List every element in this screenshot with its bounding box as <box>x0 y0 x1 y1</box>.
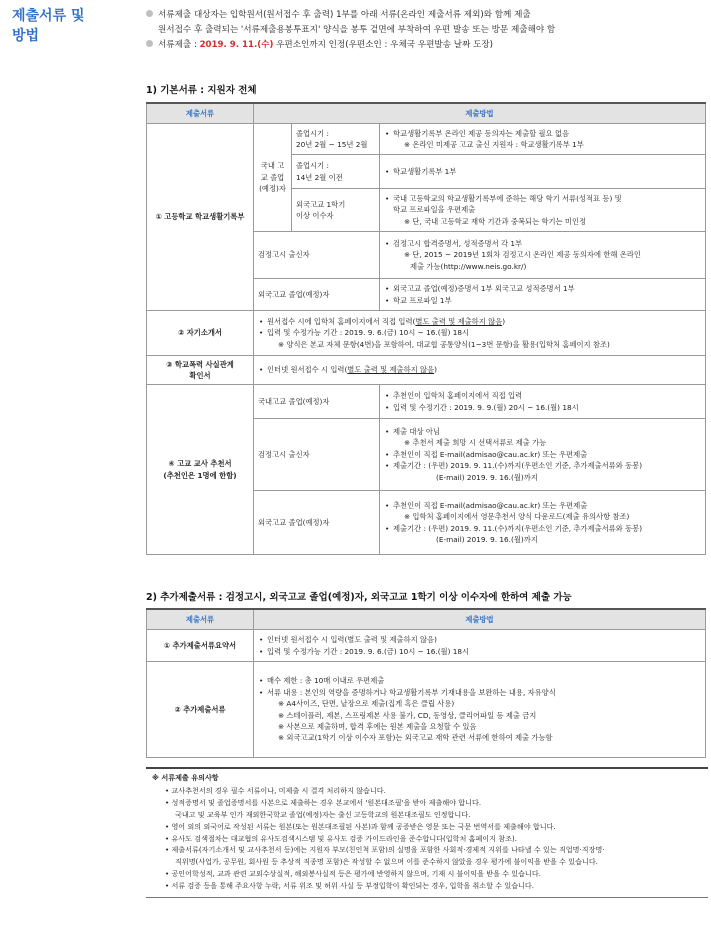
method-cell: • 학교생활기록부 1부 <box>380 155 706 189</box>
col-header-method: 제출방법 <box>254 609 706 630</box>
intro-line-2: 원서접수 후 출력되는 '서류제출용봉투표지' 양식을 봉투 겉면에 부착하여 우편 발송 또는 방문 제출해야 함 <box>158 25 556 35</box>
note-item-cont: 국내고 및 교육부 인가 재외한국학교 졸업(예정)자는 출신 고등학교의 원본대조필도 인정합니다. <box>175 809 471 819</box>
additional-documents-table <box>146 608 706 758</box>
period-cell: 졸업시기 : 20년 2월 ~ 15년 2월 <box>292 124 380 155</box>
method-cell: • 제출 대상 아님 ※ 추천서 제출 희망 시 선택서류로 제출 가능 • 추천인이 직접 E-mail(admisao@cau.ac.kr) 또는 우편제출 • 제출기간 : (우편) 2019. 9. 11.(수)까지(우편소인 기준, 추가제출서류와 동봉) (E-mail) 2019. 9. 16.(월)까지 <box>380 419 706 491</box>
col-header-method: 제출방법 <box>254 103 706 124</box>
note-item: • 영어 외의 외국어로 작성된 서류는 원본(또는 원본대조필된 사본)과 함께 공증받은 영문 또는 국문 번역서를 제출해야 합니다. <box>165 821 556 831</box>
method-cell: • 외국고교 졸업(예정)증명서 1부 외국고교 성적증명서 1부 • 학교 프로파일 1부 <box>380 279 706 311</box>
method-cell: • 국내 고등학교의 학교생활기록부에 준하는 해당 학기 서류(성적표 등) 및 학교 프로파일을 우편제출 ※ 단, 국내 고등학교 재학 기간과 중복되는 학기는 미인정 <box>380 189 706 232</box>
intro-line-1: 서류제출 대상자는 입학원서(원서접수 후 출력) 1부를 아래 서류(온라인 제출서류 제외)와 함께 제출 <box>146 8 706 23</box>
row-label-additional: ② 추가제출서류 <box>147 662 254 758</box>
period-cell: 졸업시기 : 14년 2월 이전 <box>292 155 380 189</box>
note-item: • 교사추천서의 경우 필수 서류이나, 미제출 시 결격 처리하지 않습니다. <box>165 785 386 795</box>
method-cell: • 검정고시 합격증명서, 성적증명서 각 1부 ※ 단, 2015 ~ 2019년 1회차 검정고시 온라인 제공 동의자에 한해 온라인 제출 가능(http://www.neis.go.kr/) <box>380 232 706 279</box>
basic-documents-table <box>146 102 706 555</box>
intro-line-3: 서류제출 : 2019. 9. 11.(수) 우편소인까지 인정(우편소인 : 우체국 우편발송 날짜 도장) <box>146 38 706 53</box>
foreign-label: 외국고교 졸업(예정)자 <box>254 491 380 555</box>
note-item: • 성적증명서 및 졸업증명서를 사본으로 제출하는 경우 본교에서 '원본대조필'을 받아 제출해야 합니다. <box>165 797 482 807</box>
method-cell: • 인터넷 원서접수 시 입력(별도 출력 및 제출하지 않음) • 입력 및 수정가능 기간 : 2019. 9. 6.(금) 10시 ~ 16.(월) 18시 <box>254 630 706 662</box>
note-item: • 공인어학성적, 교과 관련 교외수상실적, 해외봉사실적 등은 평가에 반영하지 않으며, 기재 시 불이익을 받을 수 있습니다. <box>165 869 541 879</box>
method-cell: • 매수 제한 : 총 10매 이내로 우편제출 • 서류 내용 : 본인의 역량을 증명하거나 학교생활기록부 기재내용을 보완하는 내용, 자유양식 ※ A4사이즈, 단면, 낱장으로 제출(집게 혹은 클립 사용) ※ 스테이플러, 제본, 스프링제본 사용 불가, CD, 동영상, 클리어파일 등 제출 금지 ※ 사본으로 제출하며, 합격 후에는 원본 제출을 요청할 수 있음 ※ 외국고교(1학기 이상 이수자 포함)는 외국고교 재학 관련 서류에 한하여 제출 가능함 <box>254 662 706 758</box>
notes-title: ※ 서류제출 유의사항 <box>152 773 219 782</box>
note-item: • 제출서류(자기소개서 및 교사추천서 등)에는 지원자 부모(친인척 포함)의 실명을 포함한 사회적·경제적 지위를 나타낼 수 있는 직업명·직장명· <box>165 845 605 855</box>
bullet-icon <box>146 40 153 47</box>
col-header-doc: 제출서류 <box>147 103 254 124</box>
title-line-1: 제출서류 및 <box>12 8 85 24</box>
section-2-title: 2) 추가제출서류 : 검정고시, 외국고교 졸업(예정)자, 외국고교 1학기 이상 이수자에 한하여 제출 가능 <box>146 592 572 603</box>
period-cell: 외국고교 1학기 이상 이수자 <box>292 189 380 232</box>
section-1-title: 1) 기본서류 : 지원자 전체 <box>146 85 257 96</box>
method-cell: • 인터넷 원서접수 시 입력(별도 출력 및 제출하지 않음) <box>254 356 706 385</box>
row-label-essay: ② 자기소개서 <box>147 311 254 356</box>
deadline: 2019. 9. 11.(수) <box>199 40 274 50</box>
method-cell: • 원서접수 시에 입학처 홈페이지에서 직접 입력(별도 출력 및 제출하지 않음) • 입력 및 수정가능 기간 : 2019. 9. 6.(금) 10시 ~ 16.(월) 18시 ※ 양식은 본교 자체 문항(4번)을 포함하여, 대교협 공통양식(1~3번 문항)을 활용(입학처 홈페이지 참조) <box>254 311 706 356</box>
method-cell: • 추천인이 입학처 홈페이지에서 직접 입력 • 입력 및 수정기간 : 2019. 9. 9.(월) 20시 ~ 16.(월) 18시 <box>380 385 706 419</box>
method-cell: • 추천인이 직접 E-mail(admisao@cau.ac.kr) 또는 우편제출 ※ 입학처 홈페이지에서 영문추천서 양식 다운로드(제출 유의사항 참조) • 제출기간 : (우편) 2019. 9. 11.(수)까지(우편소인 기준, 추가제출서류와 동봉) (E-mail) 2019. 9. 16.(월)까지 <box>380 491 706 555</box>
submission-notes <box>146 767 708 898</box>
bullet-icon <box>146 10 153 17</box>
note-item: • 서류 검증 등을 통해 주요사항 누락, 서류 위조 및 허위 사실 등 부정입학이 확인되는 경우, 입학을 취소할 수 있습니다. <box>165 881 535 891</box>
col-header-doc: 제출서류 <box>147 609 254 630</box>
domestic-label: 국내 고교 졸업 (예정)자 <box>254 124 292 232</box>
row-label-recommend: ④ 고교 교사 추천서 (추천인은 1명에 한함) <box>147 385 254 555</box>
note-item-cont: 직위명(사업가, 공무원, 회사원 등 추상적 직종명 포함)은 작성할 수 없으며 이를 준수하지 않았을 경우 평가에 불이익을 받을 수 있습니다. <box>175 857 598 867</box>
foreign-label: 외국고교 졸업(예정)자 <box>254 279 380 311</box>
method-cell: • 학교생활기록부 온라인 제공 동의자는 제출할 필요 없음 ※ 온라인 미제공 고교 출신 지원자 : 학교생활기록부 1부 <box>380 124 706 155</box>
intro-block <box>146 8 706 53</box>
note-item: • 유사도 검색절차는 대교협의 유사도검색시스템 및 유사도 검증 가이드라인을 준수합니다(입학처 홈페이지 참조). <box>165 833 517 843</box>
title-line-2: 방법 <box>12 28 40 44</box>
ged-label: 검정고시 출신자 <box>254 419 380 491</box>
row-label-violence: ③ 학교폭력 사실관계 확인서 <box>147 356 254 385</box>
row-label-summary: ① 추가제출서류요약서 <box>147 630 254 662</box>
row-label-record: ① 고등학교 학교생활기록부 <box>147 124 254 311</box>
domestic-grad-label: 국내고교 졸업(예정)자 <box>254 385 380 419</box>
page-title <box>12 6 122 46</box>
ged-label: 검정고시 출신자 <box>254 232 380 279</box>
